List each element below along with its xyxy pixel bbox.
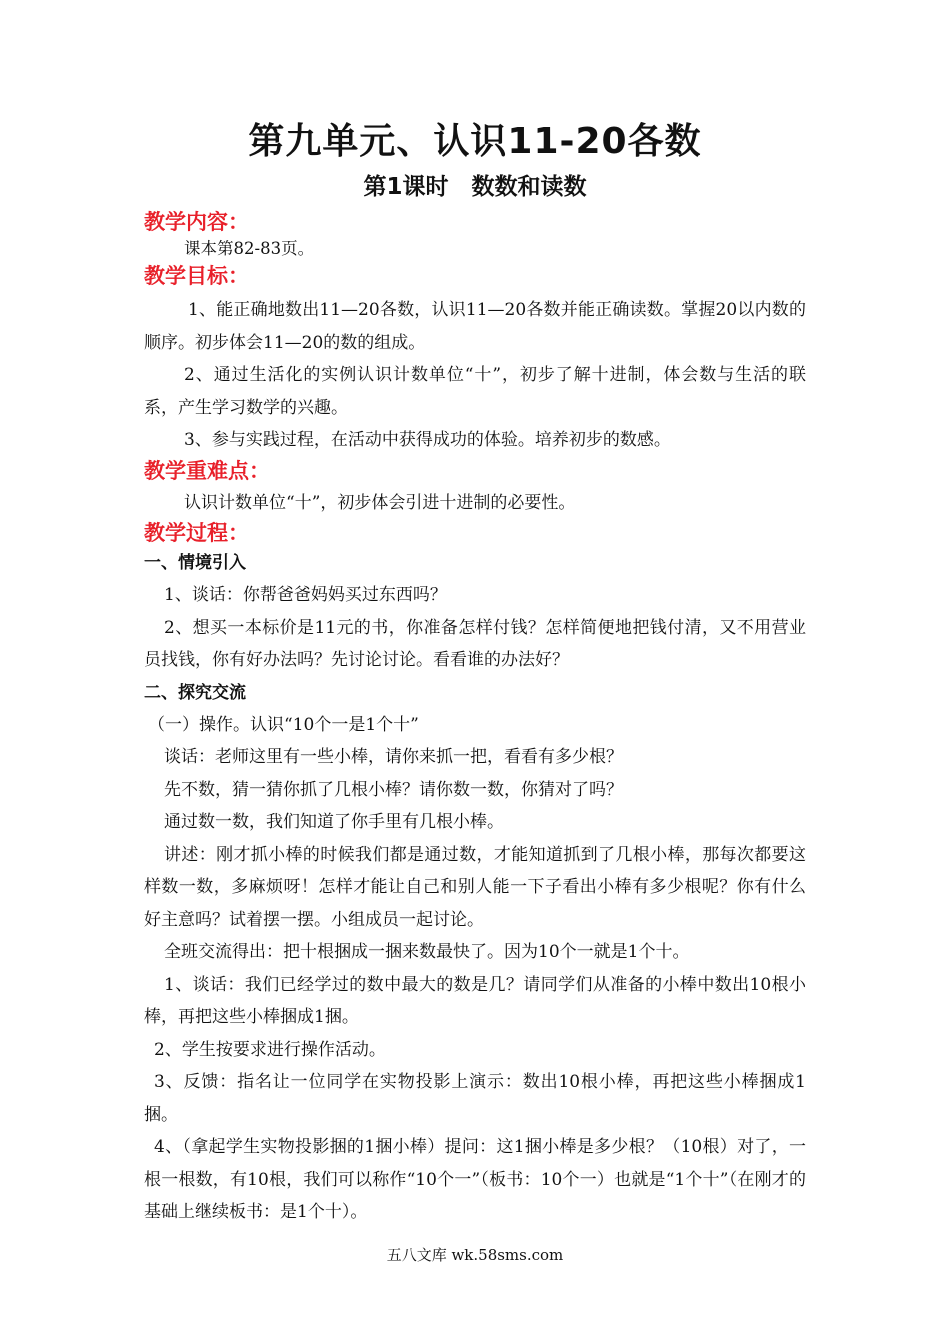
- part2-paragraph: 全班交流得出：把十根捆成一捆来数最快了。因为10个一就是1个十。: [164, 942, 690, 962]
- part2-paragraph: 先不数，猜一猜你抓了几根小棒？请你数一数，你猜对了吗？: [164, 779, 623, 800]
- part2-paragraph: 2、学生按要求进行操作活动。: [154, 1039, 386, 1060]
- content-text: 课本第82-83页。: [184, 239, 315, 258]
- goal-2: 2、通过生活化的实例认识计数单位“十”，初步了解十进制，体会数与生活的联系，产生学习数学的兴趣。: [144, 365, 806, 418]
- part2-paragraph: 讲述：刚才抓小棒的时候我们都是通过数，才能知道抓到了几根小棒，那每次都要这样数一数，多麻烦呀！怎样才能让自己和别人能一下子看出小棒有多少根呢？你有什么好主意吗？试着摆一摆。小组成员一起讨论。: [144, 844, 806, 930]
- part2-heading: 二、探究交流: [144, 682, 246, 703]
- lesson-subtitle: 第1课时 数数和读数: [363, 174, 587, 200]
- part2-paragraph: 3、反馈：指名让一位同学在实物投影上演示：数出10根小棒，再把这些小棒捆成1捆。: [144, 1072, 806, 1125]
- part1-heading: 一、情境引入: [144, 553, 246, 573]
- footer-watermark: 五八文库 wk.58sms.com: [386, 1246, 564, 1264]
- part1-paragraph: 2、想买一本标价是11元的书，你准备怎样付钱？怎样简便地把钱付清，又不用营业员找钱，你有好办法吗？先讨论讨论。看看谁的办法好？: [144, 617, 806, 670]
- goal-3: 3、参与实践过程，在活动中获得成功的体验。培养初步的数感。: [184, 430, 671, 450]
- document-body: [144, 208, 806, 1229]
- part2-paragraph: 1、谈话：我们已经学过的数中最大的数是几？请同学们从准备的小棒中数出10根小棒，再把这些小棒捆成1捆。: [144, 974, 806, 1027]
- key-points-text: 认识计数单位“十”，初步体会引进十进制的必要性。: [184, 492, 576, 513]
- content-heading: 教学内容：: [144, 210, 249, 234]
- key-points-heading: 教学重难点：: [144, 458, 270, 483]
- goals-heading: 教学目标：: [144, 264, 249, 288]
- part1-paragraph: 1、谈话：你帮爸爸妈妈买过东西吗？: [164, 585, 447, 605]
- page-title: 第九单元、认识11-20各数: [248, 121, 702, 162]
- process-heading: 教学过程：: [144, 521, 249, 545]
- part2-paragraph: 通过数一数，我们知道了你手里有几根小棒。: [164, 812, 504, 832]
- part2-paragraph: 4、（拿起学生实物投影捆的1捆小棒）提问：这1捆小棒是多少根？（10根）对了，一根一根数，有10根，我们可以称作“10个一”（板书：10个一）也就是“1个十”（在刚才的基础上继续板书：是1个十）。: [144, 1137, 806, 1222]
- goal-1: 1、能正确地数出11—20各数，认识11—20各数并能正确读数。掌握20以内数的顺序。初步体会11—20的数的组成。: [144, 300, 806, 353]
- part2-paragraph: 谈话：老师这里有一些小棒，请你来抓一把，看看有多少根？: [164, 747, 623, 767]
- part2-subheading: （一）操作。认识“10个一是1个十”: [148, 714, 419, 735]
